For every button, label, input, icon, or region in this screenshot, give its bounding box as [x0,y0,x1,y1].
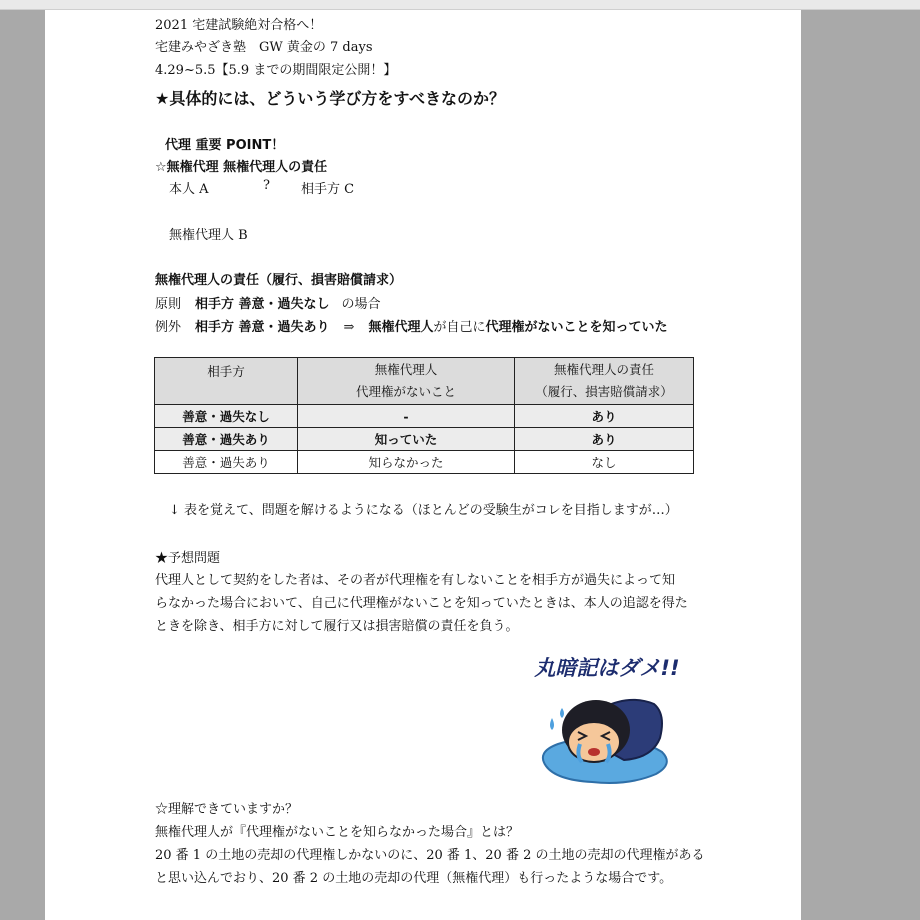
rule-condition: 相手方 善意・過失なし [195,297,330,312]
table-row [155,428,694,451]
table-cell: 善意・過失なし [155,405,298,428]
table-header-cell [298,358,515,405]
rule-label: 原則 [155,297,182,312]
question-text-2: らなかった場合において、自己に代理権がないことを知っていたときは、本人の追認を得た [155,596,688,611]
table-cell: 知らなかった [298,451,515,474]
exception-agent: 無権代理人 [368,320,434,335]
question-title: ★予想問題 [155,551,221,566]
header-liability-sub: （履行、損害賠償請求） [535,384,673,399]
header-liability: 無権代理人の責任 [553,362,654,377]
liability-table [154,357,694,474]
point-subtitle: ☆無権代理 無権代理人の責任 [155,160,328,175]
document-page [45,10,801,920]
table-header-cell [155,358,298,405]
exception-condition: 相手方 善意・過失あり [195,320,330,335]
arrow-symbol: ⇒ [343,320,355,335]
table-cell: あり [515,405,694,428]
viewer-toolbar [0,0,920,10]
understanding-answer-1: 20 番 1 の土地の売却の代理権しかないのに、20 番 1、20 番 2 の土地の売却の代理権がある [155,848,705,863]
header-agent-sub: 代理権がないこと [355,384,456,399]
diagram-counterparty: 相手方 C [301,182,355,197]
rule-tail: の場合 [341,297,381,312]
header-line-2: 宅建みやざき塾 GW 黄金の 7 days [155,40,373,55]
question-text-3: ときを除き、相手方に対して履行又は損害賠償の責任を負う。 [155,619,519,634]
table-cell: 善意・過失あり [155,428,298,451]
crying-student-illustration [532,648,682,798]
illustration-caption: 丸暗記はダメ!! [534,656,680,680]
header-line-1: 2021 宅建試験絶対合格へ！ [155,18,323,33]
question-text-1: 代理人として契約をした者は、その者が代理権を有しないことを相手方が過失によって知 [155,573,676,588]
diagram-agent: 無権代理人 B [169,228,248,243]
point-title: 代理 重要 POINT！ [165,138,285,153]
table-cell: 善意・過失あり [155,451,298,474]
diagram-principal: 本人 A [169,182,209,197]
table-row [155,451,694,474]
exception-label: 例外 [155,320,182,335]
diagram-question: ? [263,178,270,193]
liability-title: 無権代理人の責任（履行、損害賠償請求） [155,273,403,288]
header-counterparty: 相手方 [207,364,245,379]
header-line-3: 4.29~5.5【5.9 までの期間限定公開！】 [155,63,397,78]
exception-line [155,316,668,335]
understanding-question: 無権代理人が『代理権がないことを知らなかった場合』とは？ [155,825,520,840]
table-cell: 知っていた [298,428,515,451]
rule-line [155,293,381,312]
table-header-cell [515,358,694,405]
table-note: ↓ 表を覚えて、問題を解けるようになる（ほとんどの受験生がコレを目指しますが…） [169,503,678,518]
header-agent: 無権代理人 [374,362,438,377]
table-cell: なし [515,451,694,474]
table-cell: - [298,405,515,428]
table-cell: あり [515,428,694,451]
table-header-row [155,358,694,405]
section-heading: ★具体的には、どういう学び方をすべきなのか？ [155,89,506,108]
understanding-title: ☆理解できていますか？ [155,802,299,817]
exception-mid: が自己に [433,320,486,335]
understanding-answer-2: と思い込んでおり、20 番 2 の土地の売却の代理（無権代理）も行ったような場合です。 [155,871,673,886]
table-row [155,405,694,428]
exception-knowledge: 代理権がないことを知っていた [485,320,668,335]
